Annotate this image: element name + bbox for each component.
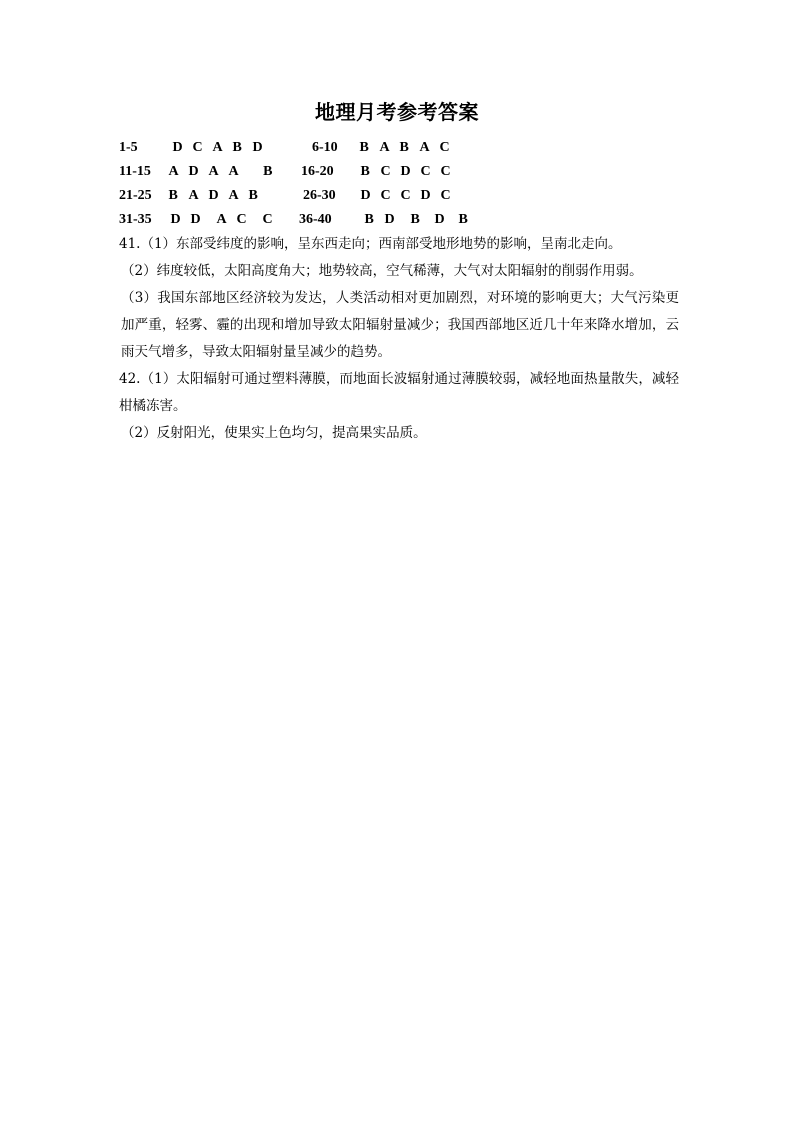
answer-letter: D: [188, 164, 199, 179]
answer-explanations: [119, 231, 679, 447]
answer-group-left: [119, 136, 273, 160]
question-range: 11-15: [119, 164, 151, 179]
question-range: 16-20: [301, 164, 334, 179]
answer-letter: A: [208, 164, 219, 179]
answer-letter: C: [380, 164, 391, 179]
answer-letter: B: [232, 140, 242, 155]
answer-letter: A: [228, 188, 239, 203]
answer-group-right: [299, 208, 479, 232]
answer-letter: D: [434, 212, 445, 227]
answer-letter: B: [399, 140, 409, 155]
answer-letter: B: [168, 188, 178, 203]
answer-letter: A: [216, 212, 227, 227]
paragraph-41-2: （2）纬度较低，太阳高度角大；地势较高，空气稀薄，大气对太阳辐射的削弱作用弱。: [121, 263, 643, 279]
answer-group-left: [119, 208, 283, 232]
question-range: 21-25: [119, 188, 152, 203]
answer-group-right: [303, 184, 461, 208]
answer-group-right: [301, 160, 461, 184]
answer-letter: A: [168, 164, 179, 179]
answer-letter: D: [170, 212, 181, 227]
answer-letter: D: [400, 164, 411, 179]
question-range: 26-30: [303, 188, 336, 203]
answer-letter: D: [360, 188, 371, 203]
question-range: 6-10: [312, 140, 338, 155]
answer-letter: D: [190, 212, 201, 227]
answer-letter: B: [360, 164, 370, 179]
answer-letter: A: [379, 140, 390, 155]
paragraph-42-2: （2）反射阳光，使果实上色均匀，提高果实品质。: [121, 425, 427, 441]
answer-letter: D: [252, 140, 263, 155]
answer-letter: B: [359, 140, 369, 155]
answer-letter: B: [364, 212, 374, 227]
answer-letter: A: [212, 140, 223, 155]
answer-letter: D: [208, 188, 219, 203]
answer-letter: C: [420, 164, 431, 179]
answer-letter: C: [262, 212, 273, 227]
answer-letter: B: [458, 212, 468, 227]
question-range: 36-40: [299, 212, 332, 227]
answer-letter: A: [188, 188, 199, 203]
answer-letter: C: [400, 188, 411, 203]
question-range: 31-35: [119, 212, 152, 227]
answer-group-left: [119, 184, 269, 208]
answer-letter: A: [419, 140, 430, 155]
answer-letter: B: [263, 164, 273, 179]
answer-letter: C: [440, 164, 451, 179]
paragraph-42-1: 42.（1）太阳辐射可通过塑料薄膜，而地面长波辐射通过薄膜较弱，减轻地面热量散失，减轻柑橘冻害。: [119, 371, 679, 414]
answer-group-right: [312, 136, 460, 160]
answer-letter: D: [172, 140, 183, 155]
answer-letter: C: [380, 188, 391, 203]
answer-letter: D: [384, 212, 395, 227]
page-title: 地理月考参考答案: [315, 100, 479, 124]
answer-letter: B: [248, 188, 258, 203]
paragraph-41-1: 41.（1）东部受纬度的影响，呈东西走向；西南部受地形地势的影响，呈南北走向。: [119, 236, 622, 252]
answer-letter: A: [228, 164, 239, 179]
paragraph-41-3: （3）我国东部地区经济较为发达，人类活动相对更加剧烈，对环境的影响更大；大气污染更加严重，轻雾、霾的出现和增加导致太阳辐射量减少；我国西部地区近几十年来降水增加，云雨天气增多，导致太阳辐射量呈减少的趋势。: [121, 290, 679, 360]
answer-letter: C: [440, 188, 451, 203]
answer-letter: D: [420, 188, 431, 203]
answer-letter: C: [236, 212, 247, 227]
answer-letter: C: [192, 140, 203, 155]
answer-letter: B: [410, 212, 420, 227]
answer-letter: C: [439, 140, 450, 155]
answer-group-left: [119, 160, 273, 184]
question-range: 1-5: [119, 140, 138, 155]
